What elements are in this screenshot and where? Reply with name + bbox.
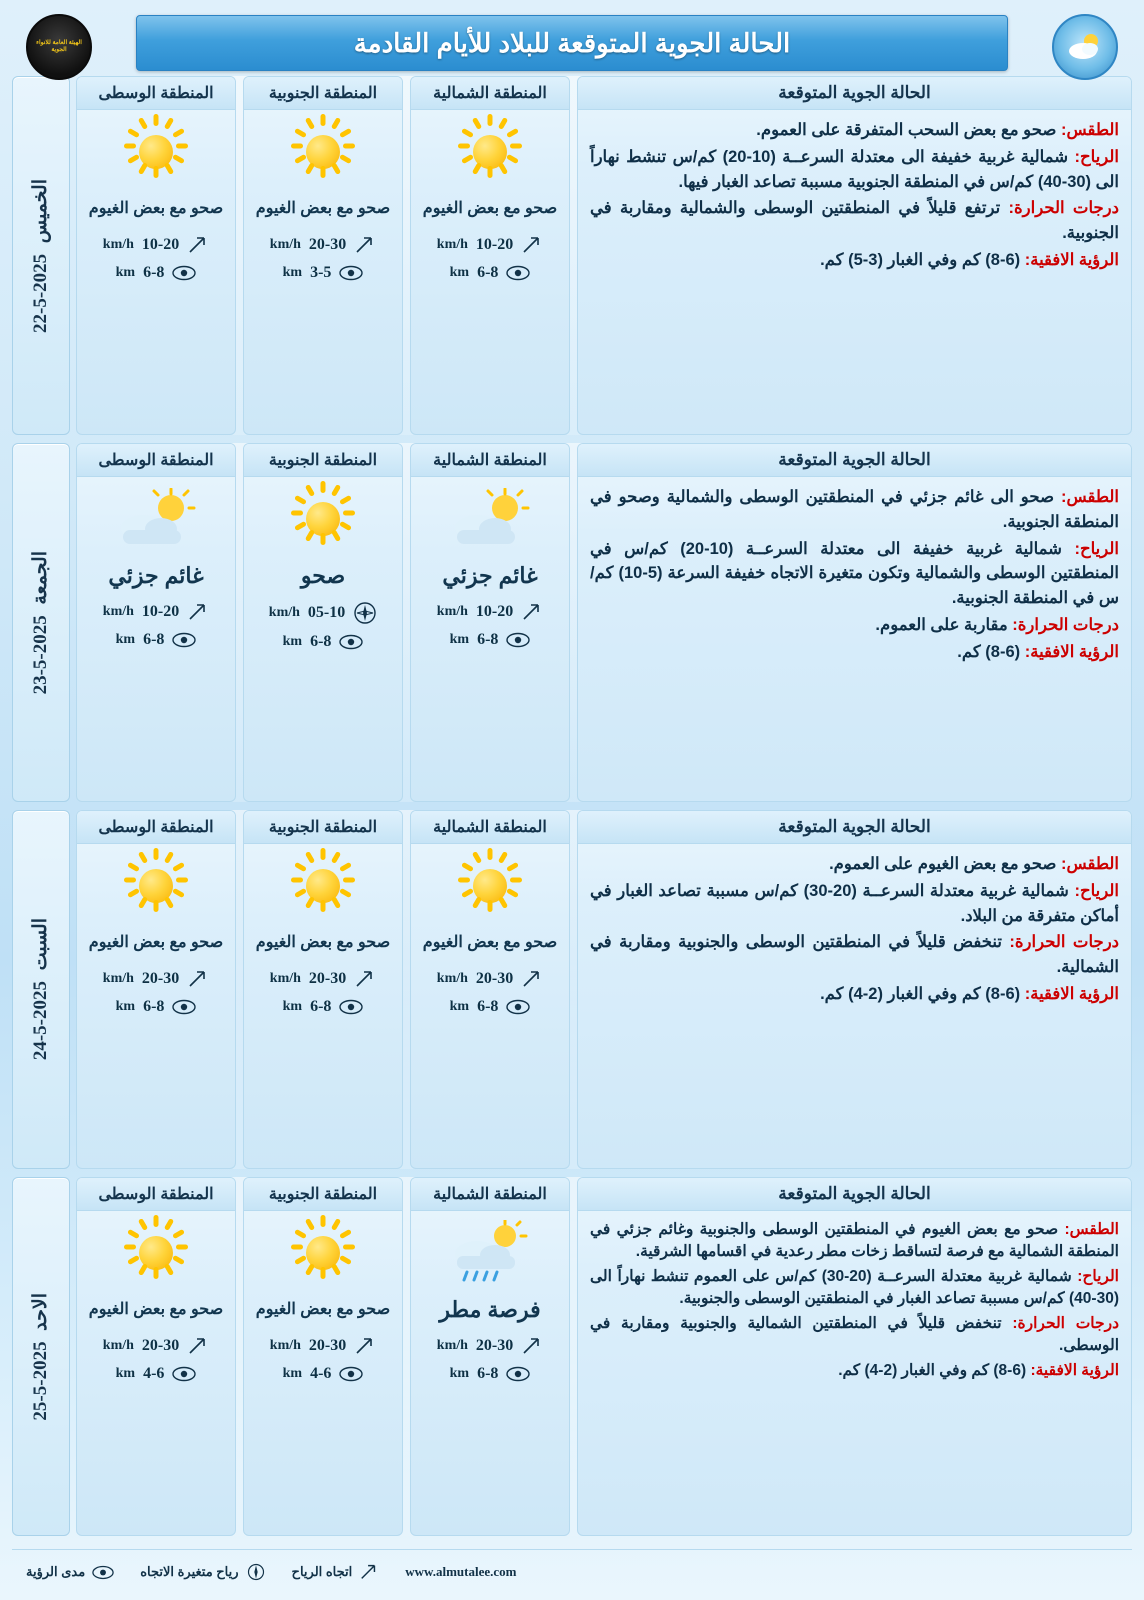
- wind-metric: [103, 968, 209, 990]
- visibility-unit: km: [449, 1366, 470, 1381]
- sun-icon: [292, 850, 354, 922]
- forecast-column-header: الحالة الجوية المتوقعة: [578, 1178, 1131, 1211]
- region-column-south: [243, 443, 403, 802]
- region-description: غائم جزئي: [108, 563, 204, 589]
- region-column-south: [243, 810, 403, 1169]
- visibility-text: (6-8) كم وفي الغبار (2-4) كم.: [838, 1361, 1027, 1379]
- sun-shape: [459, 855, 521, 917]
- sun-icon: [292, 1217, 354, 1289]
- sun-icon: [292, 116, 354, 188]
- date-label: 2025-5-25: [29, 1341, 51, 1421]
- forecast-text-column: [577, 443, 1132, 802]
- legend-visibility: [26, 1564, 114, 1580]
- forecast-column-header: الحالة الجوية المتوقعة: [578, 811, 1131, 844]
- date-cell: [12, 1177, 70, 1536]
- wind-label: الرياح:: [1077, 1267, 1119, 1285]
- forecast-text-column: [577, 76, 1132, 435]
- date-label: 2025-5-23: [29, 615, 51, 695]
- wind-label: الرياح:: [1074, 539, 1119, 558]
- wind-unit: km/h: [102, 1338, 134, 1353]
- temperature-label: درجات الحرارة:: [1012, 615, 1119, 634]
- wind-arrow-icon: [521, 968, 543, 990]
- visibility-metric: [116, 631, 197, 649]
- rain-shower-icon: [447, 1220, 533, 1286]
- region-column-middle: [76, 1177, 236, 1536]
- wind-unit: km/h: [269, 971, 301, 986]
- region-column-middle: [76, 810, 236, 1169]
- eye-icon: [172, 1366, 196, 1382]
- visibility-value: 6-8: [477, 264, 499, 281]
- sun-cloud-icon: [447, 483, 533, 555]
- wind-value: 20-30: [308, 236, 347, 253]
- weekday-label: السبت: [29, 918, 51, 971]
- weather-text: صحو مع بعض الغيوم في المنطقتين الوسطى والجنوبية وغائم جزئي في المنطقة الشمالية مع فرصة لتساقط زخات مطر رعدية في اقسامها الشرقية.: [590, 1221, 1119, 1261]
- sun-shape: [292, 1222, 354, 1284]
- visibility-unit: km: [115, 632, 136, 647]
- region-description: صحو مع بعض الغيوم: [88, 934, 224, 951]
- wind-metric: [437, 234, 543, 256]
- region-header-south: المنطقة الجنوبية: [244, 77, 402, 110]
- visibility-unit: km: [449, 632, 470, 647]
- visibility-metric: [450, 264, 531, 282]
- region-header-south: المنطقة الجنوبية: [244, 444, 402, 477]
- wind-value: 05-10: [307, 604, 346, 621]
- sun-icon: [125, 116, 187, 188]
- sun-icon: [292, 483, 354, 555]
- region-column-north: [410, 1177, 570, 1536]
- visibility-value: 6-8: [310, 633, 332, 650]
- visibility-metric: [283, 1365, 364, 1383]
- visibility-text: (6-8) كم وفي الغبار (2-4) كم.: [820, 984, 1021, 1003]
- visibility-metric: [450, 1365, 531, 1383]
- date-cell: [12, 443, 70, 802]
- sun-shape: [125, 1222, 187, 1284]
- legend-variable-wind-label: رياح متغيرة الاتجاه: [140, 1564, 239, 1579]
- visibility-value: 3-5: [310, 264, 332, 281]
- region-header-north: المنطقة الشمالية: [411, 77, 569, 110]
- visibility-value: 6-8: [477, 1365, 499, 1382]
- weather-label: الطقس:: [1060, 855, 1119, 873]
- visibility-unit: km: [282, 634, 303, 649]
- region-column-south: [243, 1177, 403, 1536]
- visibility-label: الرؤية الافقية:: [1024, 642, 1119, 661]
- sun-icon: [459, 116, 521, 188]
- rain-cloud-icon: [447, 1217, 533, 1289]
- weather-label: الطقس:: [1060, 121, 1119, 139]
- visibility-unit: km: [282, 1366, 303, 1381]
- wind-unit: km/h: [436, 237, 468, 252]
- wind-value: 10-20: [475, 603, 514, 620]
- weather-text: صحو الى غائم جزئي في المنطقتين الوسطى والشمالية وصحو في المنطقة الجنوبية.: [590, 488, 1119, 531]
- visibility-label: الرؤية الافقية:: [1030, 1361, 1119, 1379]
- region-description: صحو مع بعض الغيوم: [88, 200, 224, 217]
- weather-text: صحو مع بعض الغيوم على العموم.: [829, 855, 1057, 873]
- wind-arrow-icon: [521, 601, 543, 623]
- visibility-unit: km: [449, 999, 470, 1014]
- eye-icon: [339, 999, 363, 1015]
- wind-metric: [103, 1335, 209, 1357]
- wind-label: الرياح:: [1074, 881, 1119, 900]
- wind-arrow-icon: [187, 601, 209, 623]
- date-cell: [12, 76, 70, 435]
- weekday-label: الجمعة: [29, 550, 51, 605]
- visibility-text: (6-8) كم.: [957, 642, 1021, 661]
- legend-variable-wind: [140, 1562, 265, 1582]
- visibility-metric: [116, 1365, 197, 1383]
- legend-visibility-label: مدى الرؤية: [26, 1564, 86, 1579]
- region-header-middle: المنطقة الوسطى: [77, 444, 235, 477]
- sun-shape: [459, 121, 521, 183]
- sun-icon: [459, 850, 521, 922]
- weather-label: الطقس:: [1064, 1221, 1119, 1238]
- website-label: www.almutalee.com: [405, 1564, 517, 1579]
- region-column-middle: [76, 76, 236, 435]
- weekday-label: الاحد: [29, 1292, 51, 1331]
- eye-icon: [172, 999, 196, 1015]
- temperature-label: درجات الحرارة:: [1012, 1314, 1119, 1332]
- wind-arrow-icon: [187, 1335, 209, 1357]
- wind-arrow-icon: [359, 1562, 379, 1582]
- wind-metric: [437, 968, 543, 990]
- sun-icon: [125, 850, 187, 922]
- legend-bar: [12, 1549, 1132, 1594]
- wind-arrow-icon: [354, 968, 376, 990]
- wind-value: 20-30: [141, 970, 180, 987]
- page-header: [12, 10, 1132, 76]
- visibility-text: (6-8) كم وفي الغبار (3-5) كم.: [820, 250, 1021, 269]
- temperature-text: مقاربة على العموم.: [875, 615, 1008, 634]
- eye-icon: [92, 1565, 114, 1580]
- date-label: 2025-5-22: [29, 253, 51, 333]
- wind-arrow-icon: [521, 1335, 543, 1357]
- visibility-metric: [450, 998, 531, 1016]
- wind-value: 20-30: [475, 1337, 514, 1354]
- region-column-middle: [76, 443, 236, 802]
- page-title: [136, 15, 1008, 71]
- eye-icon: [506, 999, 530, 1015]
- eye-icon: [506, 1366, 530, 1382]
- legend-wind-direction-label: اتجاه الرياح: [291, 1564, 353, 1579]
- visibility-value: 6-8: [143, 631, 165, 648]
- visibility-unit: km: [449, 265, 470, 280]
- wind-unit: km/h: [436, 604, 468, 619]
- region-column-north: [410, 76, 570, 435]
- visibility-unit: km: [115, 999, 136, 1014]
- wind-metric: [437, 1335, 543, 1357]
- wind-unit: km/h: [269, 1338, 301, 1353]
- region-header-south: المنطقة الجنوبية: [244, 1178, 402, 1211]
- eye-icon: [339, 634, 363, 650]
- temperature-text: تنخفض قليلاً في المنطقتين الشمالية والجنوبية ومقاربة في الوسطى.: [590, 1314, 1119, 1355]
- wind-metric: [270, 1335, 376, 1357]
- eye-icon: [172, 265, 196, 281]
- visibility-value: 6-8: [310, 998, 332, 1015]
- wind-metric: [269, 601, 377, 625]
- eye-icon: [172, 632, 196, 648]
- region-description: صحو مع بعض الغيوم: [255, 1301, 391, 1318]
- visibility-unit: km: [115, 265, 136, 280]
- visibility-value: 6-8: [143, 998, 165, 1015]
- compass-icon: [353, 601, 377, 625]
- forecast-column-header: الحالة الجوية المتوقعة: [578, 77, 1131, 110]
- day-row: [76, 1177, 1132, 1536]
- temperature-label: درجات الحرارة:: [1009, 933, 1120, 952]
- visibility-value: 4-6: [143, 1365, 165, 1382]
- day-row: [76, 76, 1132, 435]
- eye-icon: [506, 265, 530, 281]
- wind-value: 20-30: [308, 1337, 347, 1354]
- region-description: غائم جزئي: [442, 563, 538, 589]
- partly-cloudy-icon: [447, 488, 533, 550]
- wind-value: 20-30: [308, 970, 347, 987]
- date-rail: [12, 76, 70, 1536]
- visibility-metric: [283, 633, 364, 651]
- wind-text: شمالية غربية معتدلة السرعــة (20-30) كم/س مسببة تصاعد الغبار في أماكن متفرقة من البلاد.: [590, 881, 1119, 925]
- agency-logo: [26, 14, 92, 80]
- wind-metric: [270, 968, 376, 990]
- wind-unit: km/h: [268, 605, 300, 620]
- eye-icon: [506, 632, 530, 648]
- days-container: [76, 76, 1132, 1536]
- weather-label: الطقس:: [1060, 488, 1119, 506]
- weekday-label: الخميس: [29, 178, 51, 243]
- temperature-label: درجات الحرارة:: [1008, 199, 1120, 218]
- region-header-south: المنطقة الجنوبية: [244, 811, 402, 844]
- region-column-south: [243, 76, 403, 435]
- visibility-value: 6-8: [143, 264, 165, 281]
- region-description: صحو مع بعض الغيوم: [255, 200, 391, 217]
- wind-arrow-icon: [187, 968, 209, 990]
- sun-icon: [125, 1217, 187, 1289]
- partly-cloudy-icon: [113, 488, 199, 550]
- wind-arrow-icon: [354, 234, 376, 256]
- wind-value: 10-20: [141, 236, 180, 253]
- wind-metric: [437, 601, 543, 623]
- legend-wind-direction: [292, 1562, 380, 1582]
- visibility-metric: [450, 631, 531, 649]
- day-row: [76, 443, 1132, 802]
- wind-unit: km/h: [269, 237, 301, 252]
- visibility-metric: [283, 264, 364, 282]
- region-header-middle: المنطقة الوسطى: [77, 77, 235, 110]
- wind-metric: [270, 234, 376, 256]
- forecast-text-column: [577, 1177, 1132, 1536]
- region-header-middle: المنطقة الوسطى: [77, 1178, 235, 1211]
- region-description: فرصة مطر: [439, 1297, 541, 1323]
- region-header-north: المنطقة الشمالية: [411, 1178, 569, 1211]
- wind-unit: km/h: [436, 971, 468, 986]
- region-description: صحو مع بعض الغيوم: [255, 934, 391, 951]
- visibility-label: الرؤية الافقية:: [1024, 984, 1119, 1003]
- weather-logo-icon: [1052, 14, 1118, 80]
- compass-icon: [246, 1562, 266, 1582]
- region-description: صحو: [300, 563, 346, 589]
- agency-logo-text: الهيئة العامة للانواء الجوية: [36, 40, 82, 53]
- wind-arrow-icon: [187, 234, 209, 256]
- eye-icon: [339, 1366, 363, 1382]
- wind-text: شمالية غربية معتدلة السرعــة (20-30) كم/س على العموم تنشط نهاراً الى (30-40) كم/س مسببة تصاعد الغبار في المنطقتين الوسطى والجنوبية.: [590, 1267, 1119, 1308]
- date-label: 2025-5-24: [29, 981, 51, 1061]
- forecast-text-column: [577, 810, 1132, 1169]
- weather-text: صحو مع بعض السحب المتفرقة على العموم.: [756, 121, 1057, 139]
- temperature-text: تنخفض قليلاً في المنطقتين الوسطى والجنوبية ومقاربة في الشمالية.: [590, 933, 1119, 976]
- cloud-sun-icon: [1063, 25, 1107, 69]
- visibility-label: الرؤية الافقية:: [1024, 250, 1119, 269]
- region-header-north: المنطقة الشمالية: [411, 811, 569, 844]
- wind-text: شمالية غربية خفيفة الى معتدلة السرعــة (10-20) كم/س في المنطقتين الوسطى والشمالية وتكون متغيرة الاتجاه خفيفة السرعة (5-10) كم/س في المنطقة الجنوبية.: [590, 539, 1119, 607]
- region-column-north: [410, 443, 570, 802]
- wind-unit: km/h: [102, 237, 134, 252]
- sun-shape: [292, 488, 354, 550]
- visibility-metric: [116, 998, 197, 1016]
- wind-unit: km/h: [102, 971, 134, 986]
- visibility-metric: [283, 998, 364, 1016]
- region-description: صحو مع بعض الغيوم: [422, 200, 558, 217]
- day-row: [76, 810, 1132, 1169]
- region-column-north: [410, 810, 570, 1169]
- visibility-value: 6-8: [477, 998, 499, 1015]
- eye-icon: [339, 265, 363, 281]
- wind-metric: [103, 234, 209, 256]
- region-header-middle: المنطقة الوسطى: [77, 811, 235, 844]
- page-title-text: الحالة الجوية المتوقعة للبلاد للأيام القادمة: [353, 27, 791, 58]
- visibility-unit: km: [282, 999, 303, 1014]
- wind-metric: [103, 601, 209, 623]
- sun-shape: [125, 121, 187, 183]
- wind-unit: km/h: [436, 1338, 468, 1353]
- wind-text: شمالية غربية خفيفة الى معتدلة السرعــة (10-20) كم/س تنشط نهاراً الى (30-40) كم/س في المنطقة الجنوبية مسببة تصاعد الغبار فيها.: [590, 147, 1119, 191]
- temperature-text: ترتفع قليلاً في المنطقتين الوسطى والشمالية ومقاربة في الجنوبية.: [590, 199, 1119, 242]
- visibility-unit: km: [282, 265, 303, 280]
- sun-cloud-icon: [113, 483, 199, 555]
- date-cell: [12, 810, 70, 1169]
- wind-label: الرياح:: [1074, 147, 1119, 166]
- wind-value: 20-30: [141, 1337, 180, 1354]
- sun-shape: [292, 121, 354, 183]
- wind-arrow-icon: [521, 234, 543, 256]
- region-description: صحو مع بعض الغيوم: [422, 934, 558, 951]
- wind-value: 10-20: [475, 236, 514, 253]
- wind-value: 20-30: [475, 970, 514, 987]
- wind-arrow-icon: [354, 1335, 376, 1357]
- forecast-column-header: الحالة الجوية المتوقعة: [578, 444, 1131, 477]
- visibility-value: 6-8: [477, 631, 499, 648]
- visibility-metric: [116, 264, 197, 282]
- forecast-body: [12, 76, 1132, 1536]
- visibility-unit: km: [115, 1366, 136, 1381]
- wind-value: 10-20: [141, 603, 180, 620]
- region-description: صحو مع بعض الغيوم: [88, 1301, 224, 1318]
- sun-shape: [292, 855, 354, 917]
- sun-shape: [125, 855, 187, 917]
- wind-unit: km/h: [102, 604, 134, 619]
- visibility-value: 4-6: [310, 1365, 332, 1382]
- region-header-north: المنطقة الشمالية: [411, 444, 569, 477]
